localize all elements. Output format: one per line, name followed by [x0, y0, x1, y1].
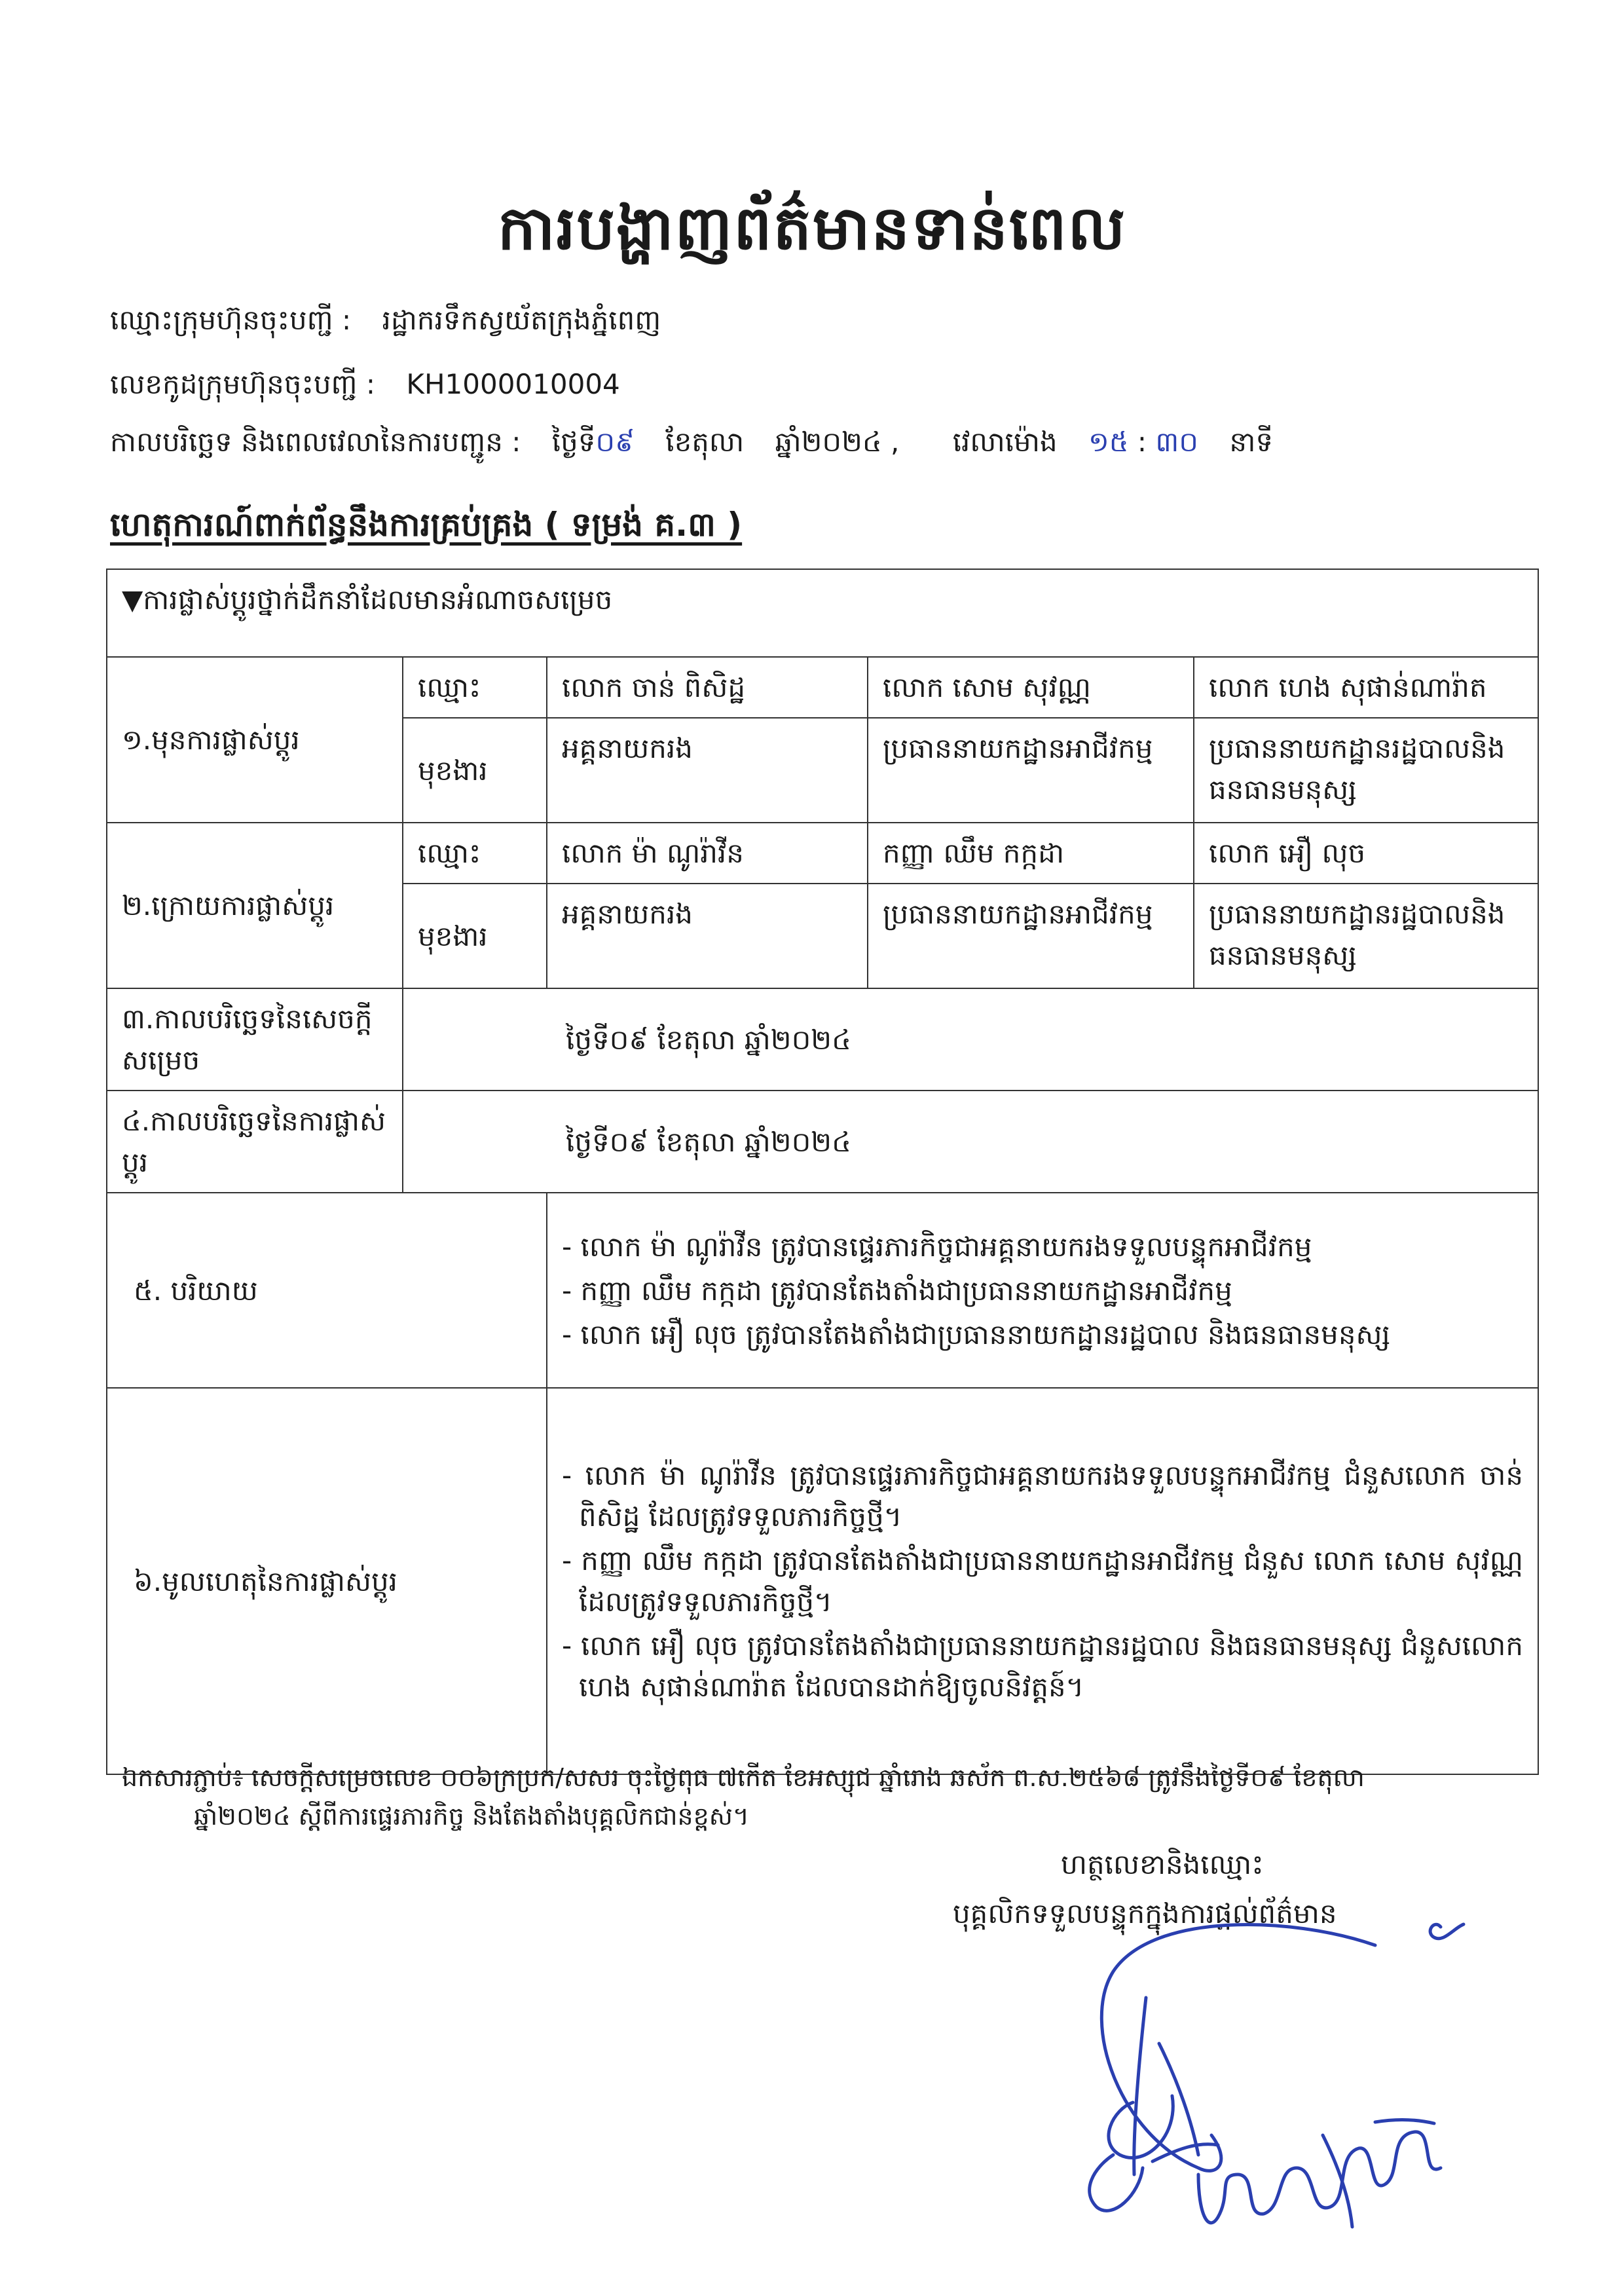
attachment-note [122, 1759, 1530, 1836]
submission-line [110, 424, 1273, 465]
cell-position: អគ្គនាយករង [547, 718, 868, 823]
row-label: ៣.កាលបរិច្ឆេទនៃសេចក្តីសម្រេច [107, 988, 403, 1091]
reason-item: - លោក ម៉ា ណូរ៉ាវីន ត្រូវបានផ្ទេរភារកិច្ចជាអគ្គនាយករងទទួលបន្ទុកអាជីវកម្ម ជំនួសលោក ចាន់ ពិសិដ្ឋ ដែលត្រូវទទួលភារកិច្ចថ្មី។ [562, 1459, 1524, 1533]
row-label: ២.ក្រោយការផ្លាស់ប្តូរ [107, 823, 403, 988]
cell-name: លោក ហេង សុផាន់ណារ៉ាត [1194, 657, 1538, 718]
attachment-line-2: ឆ្នាំ២០២៤ ស្តីពីការផ្ទេរភារកិច្ច និងតែងតាំងបុគ្គលិកជាន់ខ្ពស់។ [194, 1801, 749, 1831]
cell-position: អគ្គនាយករង [547, 884, 868, 988]
company-code-value: KH1000010004 [406, 368, 620, 400]
company-code-line [110, 367, 620, 407]
submission-time-label: វេលាម៉ោង [952, 426, 1058, 458]
reason-cell [547, 1388, 1538, 1774]
company-name-line [110, 303, 661, 343]
description-cell [547, 1193, 1538, 1388]
table-row [107, 823, 1538, 884]
decision-date: ថ្ងៃទី០៩ ខែតុលា ឆ្នាំ២០២៤ [403, 988, 1538, 1091]
table-row [107, 1091, 1538, 1193]
name-label: ឈ្មោះ [403, 823, 547, 884]
position-label: មុខងារ [403, 884, 547, 988]
table-row [107, 1193, 1538, 1388]
handwritten-signature [982, 1886, 1480, 2253]
cell-position: ប្រធាននាយកដ្ឋានរដ្ឋបាលនិងធនធានមនុស្ស [1194, 884, 1538, 988]
table-row [107, 1388, 1538, 1774]
row-label: ៤.កាលបរិច្ឆេទនៃការផ្លាស់ប្តូរ [107, 1091, 403, 1193]
table-row [107, 657, 1538, 718]
row-label: ៥. បរិយាយ [107, 1193, 547, 1388]
cell-name: កញ្ញា ឈឹម កក្កដា [868, 823, 1194, 884]
table-header-row [107, 569, 1538, 657]
signature-role: បុគ្គលិកទទួលបន្ទុកក្នុងការផ្តល់ព័ត៌មាន [953, 1897, 1337, 1930]
reason-item: - លោក អឿ លុច ត្រូវបានតែងតាំងជាប្រធាននាយកដ្ឋានរដ្ឋបាល និងធនធានមនុស្ស ជំនួសលោក ហេង សុផាន់ណារ៉ាត ដែលបានដាក់ឱ្យចូលនិវត្តន៍។ [562, 1630, 1524, 1703]
position-label: មុខងារ [403, 718, 547, 823]
company-name-value: រដ្ឋាករទឹកស្វយ័តក្រុងភ្នំពេញ [382, 304, 661, 336]
submission-sep: : [1137, 426, 1147, 458]
cell-name: លោក សោម សុវណ្ណ [868, 657, 1194, 718]
row-label: ១.មុនការផ្លាស់ប្តូរ [107, 657, 403, 823]
reason-item: - កញ្ញា ឈឹម កក្កដា ត្រូវបានតែងតាំងជាប្រធាននាយកដ្ឋានអាជីវកម្ម ជំនួស លោក សោម សុវណ្ណ ដែលត្រូវទទួលភារកិច្ចថ្មី។ [562, 1544, 1524, 1618]
submission-day-value: ០៩ [595, 426, 635, 458]
submission-month: ខែតុលា [665, 426, 745, 458]
section-heading: ហេតុការណ៍ពាក់ព័ន្ធនឹងការគ្រប់គ្រង ( ទម្រង់ គ.៣ ) [110, 506, 743, 544]
description-item: - កញ្ញា ឈឹម កក្កដា ត្រូវបានតែងតាំងជាប្រធាននាយកដ្ឋានអាជីវកម្ម [562, 1274, 1232, 1307]
submission-minute: ៣០ [1155, 426, 1199, 458]
page-title: ការបង្ហាញព័ត៌មានទាន់ពេល [497, 193, 1127, 263]
company-code-label: លេខកូដក្រុមហ៊ុនចុះបញ្ជី : [110, 368, 376, 400]
company-name-label: ឈ្មោះក្រុមហ៊ុនចុះបញ្ជី : [110, 304, 352, 336]
cell-name: លោក ចាន់ ពិសិដ្ឋ [547, 657, 868, 718]
description-item: - លោក ម៉ា ណូរ៉ាវីន ត្រូវបានផ្ទេរភារកិច្ចជាអគ្គនាយករងទទួលបន្ទុកអាជីវកម្ម [562, 1230, 1312, 1263]
submission-hour: ១៥ [1088, 426, 1129, 458]
cell-position: ប្រធាននាយកដ្ឋានរដ្ឋបាលនិងធនធានមនុស្ស [1194, 718, 1538, 823]
table-row [107, 988, 1538, 1091]
cell-name: លោក អឿ លុច [1194, 823, 1538, 884]
submission-day-prefix: ថ្ងៃទី [551, 426, 596, 458]
submission-minute-unit: នាទី [1229, 426, 1274, 458]
change-date: ថ្ងៃទី០៩ ខែតុលា ឆ្នាំ២០២៤ [403, 1091, 1538, 1193]
cell-position: ប្រធាននាយកដ្ឋានអាជីវកម្ម [868, 718, 1194, 823]
cell-position: ប្រធាននាយកដ្ឋានអាជីវកម្ម [868, 884, 1194, 988]
submission-label: កាលបរិច្ឆេទ និងពេលវេលានៃការបញ្ជូន : [110, 426, 521, 458]
description-item: - លោក អឿ លុច ត្រូវបានតែងតាំងជាប្រធាននាយកដ្ឋានរដ្ឋបាល និងធនធានមនុស្ស [562, 1318, 1391, 1351]
signature-title: ហត្ថលេខានិងឈ្មោះ [1061, 1848, 1264, 1880]
name-label: ឈ្មោះ [403, 657, 547, 718]
table-header: ▼ការផ្លាស់ប្តូរថ្នាក់ដឹកនាំដែលមានអំណាចសម្រេច [107, 569, 1538, 657]
cell-name: លោក ម៉ា ណូរ៉ាវីន [547, 823, 868, 884]
leadership-change-table [106, 569, 1539, 1775]
attachment-line-1: ឯកសារភ្ជាប់៖ សេចក្តីសម្រេចលេខ ០០៦ក្រប្រក/សសរ ចុះថ្ងៃពុធ ៧កើត ខែអស្សុជ ឆ្នាំរោង ឆស័ក ព.ស.២៥៦៨ ត្រូវនឹងថ្ងៃទី០៩ ខែតុលា [122, 1763, 1365, 1792]
submission-year: ឆ្នាំ២០២៤ , [775, 426, 900, 458]
row-label: ៦.មូលហេតុនៃការផ្លាស់ប្តូរ [107, 1388, 547, 1774]
